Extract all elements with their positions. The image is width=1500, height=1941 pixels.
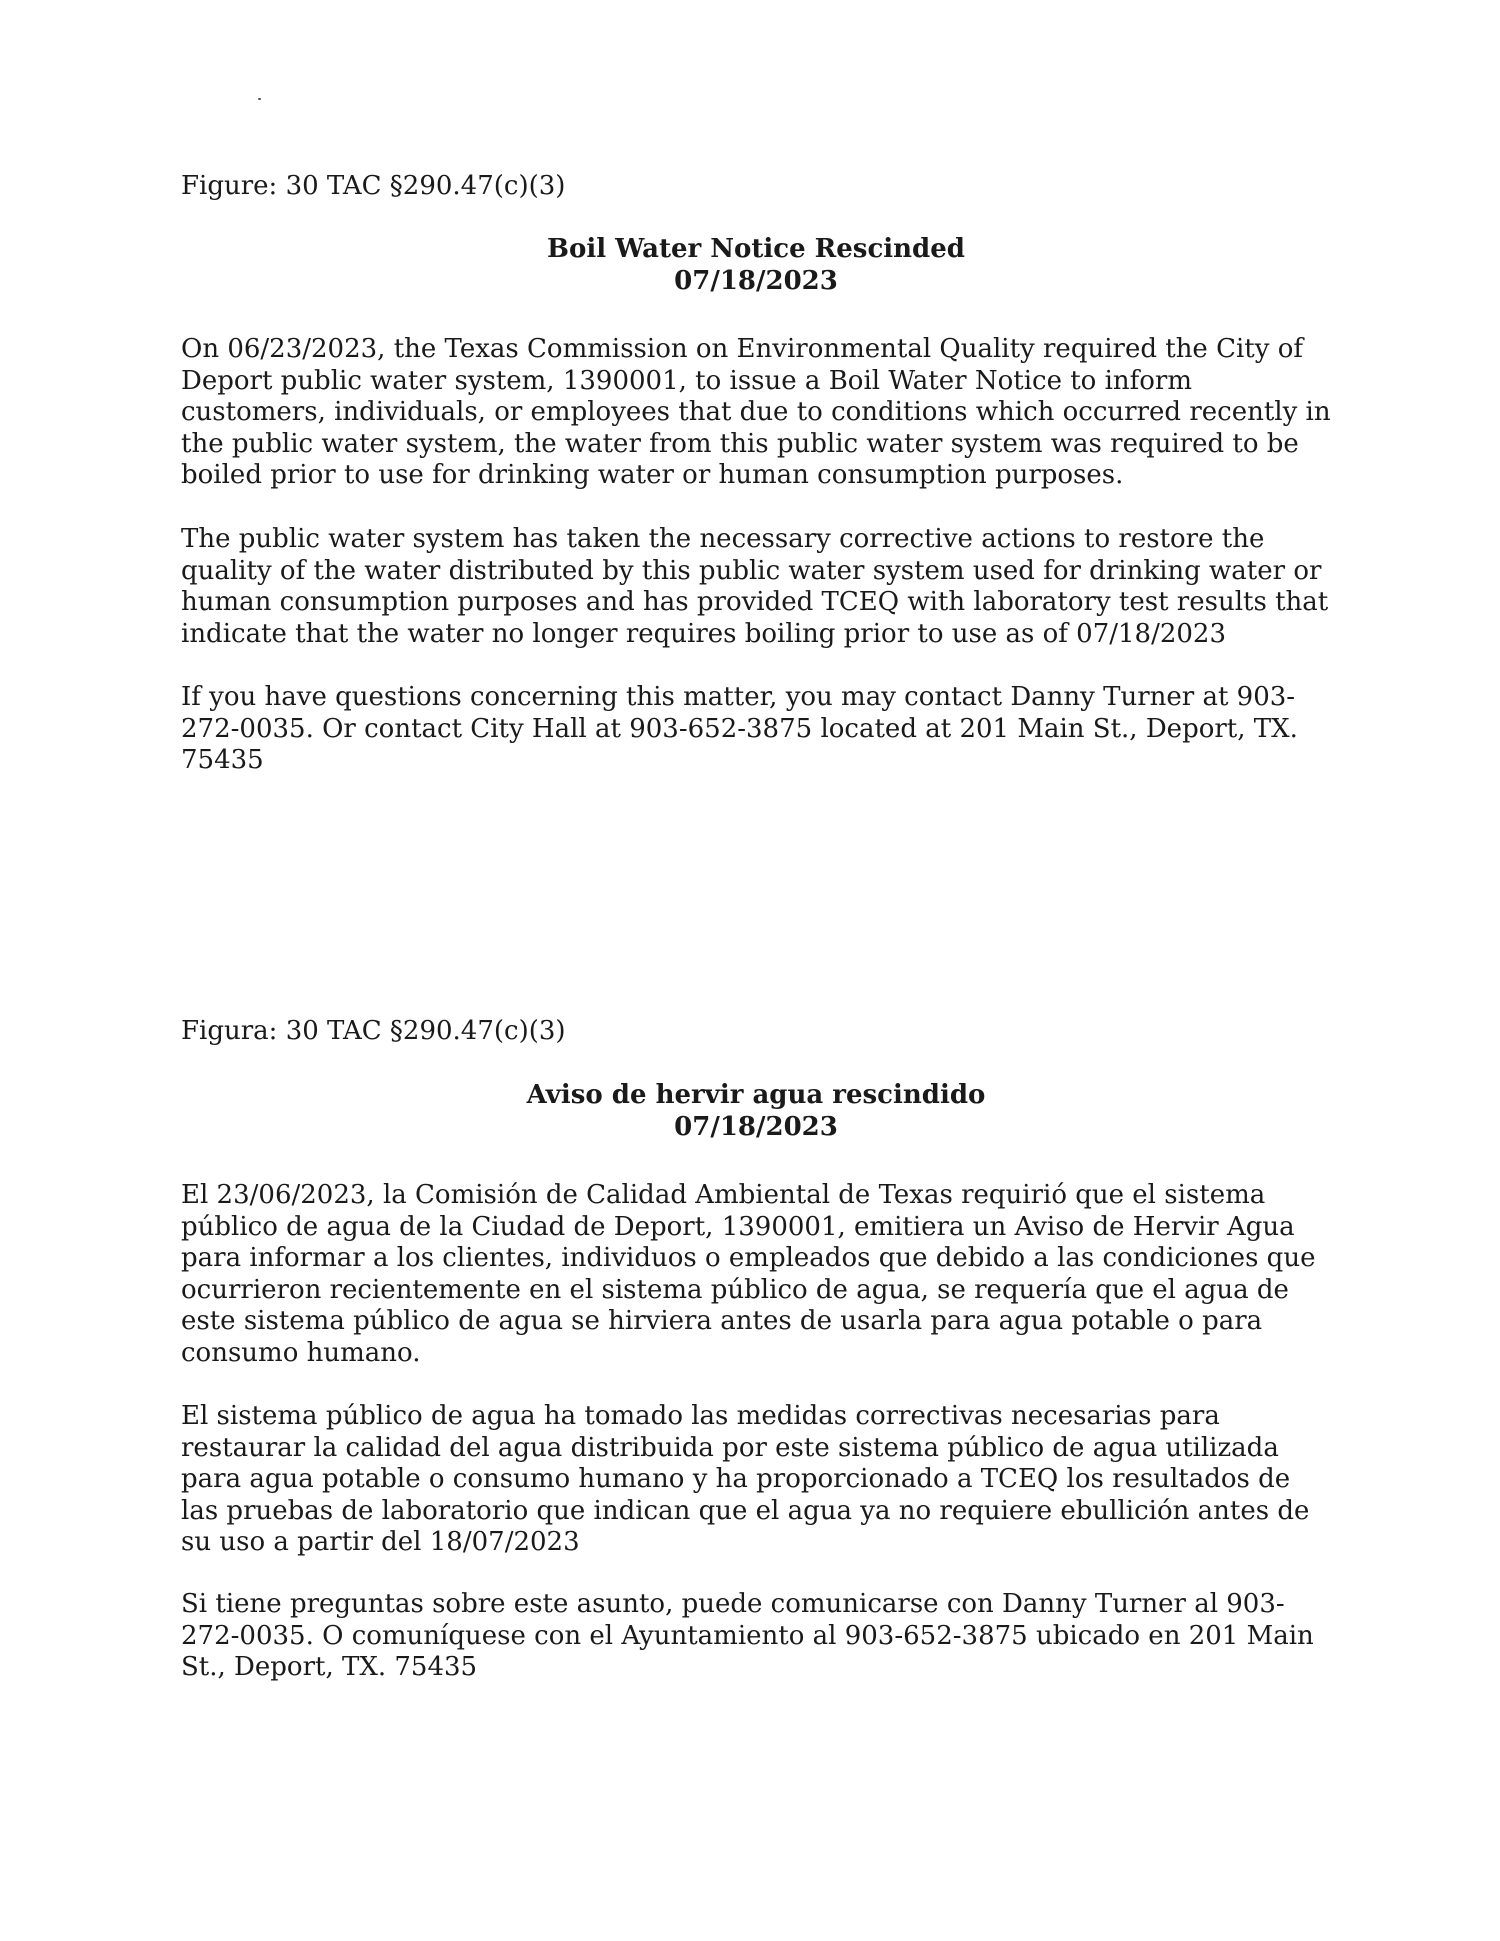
spanish-paragraph-2	[181, 1401, 1331, 1559]
notice-paragraph: El 23/06/2023, la Comisión de Calidad Ambiental de Texas requirió que el sistema público de agua de la Ciudad de Deport, 1390001, emitiera un Aviso de Hervir Agua para informar a los clientes, individuos o empleados que debido a las condiciones que ocurrieron recientemente en el sistema público de agua, se requería que el agua de este sistema público de agua se hirviera antes de usarla para agua potable o para consumo humano.	[181, 1180, 1316, 1368]
english-paragraph-3	[181, 682, 1331, 777]
notice-title: Aviso de hervir agua rescindido	[526, 1080, 986, 1110]
notice-title: Boil Water Notice Rescinded	[547, 234, 965, 264]
notice-paragraph: The public water system has taken the necessary corrective actions to restore the quality of the water distributed by this public water system used for drinking water or human consumption purposes and has provided TCEQ with laboratory test results that indicate that the water no longer requires boiling prior to use as of 07/18/2023	[181, 524, 1329, 649]
english-title-block	[181, 233, 1331, 297]
spanish-title-block	[181, 1079, 1331, 1143]
figure-reference: Figure: 30 TAC §290.47(c)(3)	[181, 171, 566, 201]
english-paragraph-2	[181, 524, 1331, 650]
spanish-paragraph-1	[181, 1180, 1331, 1369]
spanish-paragraph-3	[181, 1589, 1331, 1684]
spanish-notice	[181, 1015, 1331, 1047]
scan-speck	[258, 98, 261, 100]
notice-paragraph: On 06/23/2023, the Texas Commission on Environmental Quality required the City of Deport public water system, 1390001, to issue a Boil Water Notice to inform customers, individuals, or employees that due to conditions which occurred recently in the public water system, the water from this public water system was required to be boiled prior to use for drinking water or human consumption purposes.	[181, 334, 1331, 490]
english-notice	[181, 170, 1331, 202]
notice-date: 07/18/2023	[674, 1112, 838, 1142]
english-paragraph-1	[181, 334, 1331, 492]
notice-paragraph: Si tiene preguntas sobre este asunto, puede comunicarse con Danny Turner al 903-272-0035. O comuníquese con el Ayuntamiento al 903-652-3875 ubicado en 201 Main St., Deport, TX. 75435	[181, 1589, 1314, 1682]
notice-paragraph: El sistema público de agua ha tomado las medidas correctivas necesarias para restaurar la calidad del agua distribuida por este sistema público de agua utilizada para agua potable o consumo humano y ha proporcionado a TCEQ los resultados de las pruebas de laboratorio que indican que el agua ya no requiere ebullición antes de su uso a partir del 18/07/2023	[181, 1401, 1310, 1557]
notice-paragraph: If you have questions concerning this matter, you may contact Danny Turner at 903-272-0035. Or contact City Hall at 903-652-3875 located at 201 Main St., Deport, TX. 75435	[181, 682, 1298, 775]
notice-date: 07/18/2023	[674, 266, 838, 296]
figure-reference: Figura: 30 TAC §290.47(c)(3)	[181, 1016, 566, 1046]
